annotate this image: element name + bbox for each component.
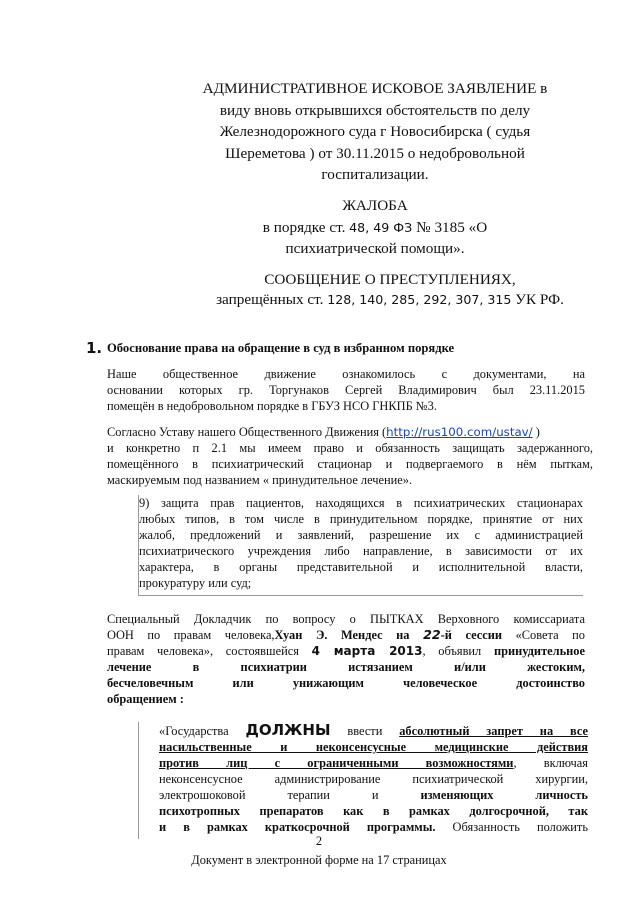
claim-heading <box>150 78 600 186</box>
quote-line <box>159 755 588 771</box>
charter-quote <box>138 495 583 596</box>
quote-line <box>159 819 588 835</box>
quote-line: характера, в органы представительной и исполнительной власти, <box>139 560 583 574</box>
complaint-line: психиатрической помощи». <box>285 240 465 257</box>
text-line: и конкретно п 2.1 мы имеем право и обязанность защищать задержанного, <box>107 441 593 455</box>
report-date: 4 марта 2013 <box>311 644 423 658</box>
text-line: лечение в психиатрии истязанием и/или жестоким, <box>107 660 585 674</box>
paragraph-charter <box>107 424 593 488</box>
complaint-articles: 48, 49 ФЗ <box>349 219 417 235</box>
absolute-ban: абсолютный запрет на все <box>399 724 588 738</box>
text-line: маскируемым под названием « принудительное лечение». <box>107 473 413 487</box>
footer-note: Документ в электронной форме на 17 страницах <box>191 853 447 867</box>
page-number: 2 <box>315 834 323 848</box>
text-line: помещённого в психиатрический стационар и подвергаемого в нём пыткам, <box>107 457 593 471</box>
quote-line <box>159 722 588 739</box>
text-line <box>107 424 593 440</box>
session-number: 22 <box>423 627 441 642</box>
crime-report-prefix: запрещённых ст. <box>216 291 328 308</box>
heading-line: Шереметова ) от 30.11.2015 о недобровольной <box>225 144 525 162</box>
text-line <box>107 627 585 643</box>
text-line: бесчеловечным или унижающим человеческое достоинство <box>107 676 585 690</box>
paragraph-un-report <box>107 611 585 707</box>
quote-line <box>159 787 588 803</box>
section-number: 1. <box>86 339 103 357</box>
crime-report-suffix: УК РФ. <box>511 291 564 308</box>
crime-report-line <box>190 290 590 310</box>
heading-line: виду вновь открывшихся обстоятельств по делу <box>219 101 531 119</box>
text-segment: правам человека», состоявшейся <box>107 644 312 658</box>
charter-text: Согласно Уставу нашего Общественного Движения ( <box>107 425 387 439</box>
complaint-line <box>165 217 585 239</box>
text-segment: , включая <box>513 756 588 770</box>
complaint-title: ЖАЛОБА <box>342 197 408 214</box>
text-line: основании которых гр. Торгунаков Сергей Владимирович был 23.11.2015 <box>107 383 585 397</box>
emphasis-text: принудительное <box>493 644 585 658</box>
heading-line: АДМИНИСТРАТИВНОЕ ИСКОВОЕ ЗАЯВЛЕНИЕ в <box>202 80 548 97</box>
text-segment: , объявил <box>422 644 494 658</box>
text-segment: «Государства <box>159 724 246 738</box>
text-segment: электрошоковой терапии и <box>159 788 421 802</box>
crime-report-heading <box>190 270 590 310</box>
charter-text-end: ) <box>532 425 540 439</box>
quote-emphasis: и в рамках краткосрочной программы. <box>159 820 436 834</box>
text-line: Специальный Докладчик по вопросу о ПЫТКАХ Верховного комиссариата <box>107 612 585 626</box>
text-segment: Обязанность положить <box>435 820 588 834</box>
complaint-prefix: в порядке ст. <box>262 218 350 236</box>
quote-line: насильственные и неконсенсусные медицинские действия <box>159 740 588 754</box>
quote-emphasis: изменяющих личность <box>420 788 588 802</box>
complaint-heading <box>165 195 585 260</box>
text-line: обращением : <box>107 692 184 706</box>
quote-line: неконсенсусное администрирование психиатрической хирургии, <box>159 772 588 786</box>
must-word: ДОЛЖНЫ <box>245 721 331 739</box>
text-line <box>107 643 585 659</box>
un-quote <box>138 722 588 839</box>
quote-line: психотропных препаратов как в рамках долгосрочной, так <box>159 804 588 818</box>
text-segment: «Совета по <box>502 628 585 642</box>
heading-line: Железнодорожного суда г Новосибирска ( судья <box>219 123 531 140</box>
text-line: Наше общественное движение ознакомилось с документами, на <box>107 367 585 381</box>
text-segment: ввести <box>330 724 400 738</box>
quote-emphasis: против лиц с ограниченными возможностями <box>159 756 514 770</box>
charter-link[interactable]: http://rus100.com/ustav/ <box>386 425 533 439</box>
crime-report-title: СООБЩЕНИЕ О ПРЕСТУПЛЕНИЯХ, <box>264 271 516 288</box>
crime-report-articles: 128, 140, 285, 292, 307, 315 <box>327 292 512 307</box>
quote-line: любых типов, в том числе в принудительном порядке, принятие от них <box>139 512 583 526</box>
complaint-law: № 3185 «О <box>416 218 488 236</box>
quote-line: прокуратуру или суд; <box>139 576 252 590</box>
section-title: Обоснование права на обращение в суд в избранном порядке <box>107 341 455 355</box>
session-label: -й сессии <box>440 628 503 642</box>
quote-line: жалоб, предложений и заявлений, разрешение их с администрацией <box>139 528 583 542</box>
paragraph-intro <box>107 366 585 414</box>
quote-line: психиатрического учреждения либо направление, в зависимости от их <box>139 544 583 558</box>
quote-line: 9) защита прав пациентов, находящихся в психиатрических стационарах <box>139 496 583 510</box>
heading-line: госпитализации. <box>321 166 429 183</box>
text-segment: ООН по правам человека, <box>107 628 275 642</box>
text-line: помещён в недобровольном порядке в ГБУЗ НСО ГНКПБ №3. <box>107 399 437 413</box>
rapporteur-name: Хуан Э. Мендес на <box>274 628 424 642</box>
